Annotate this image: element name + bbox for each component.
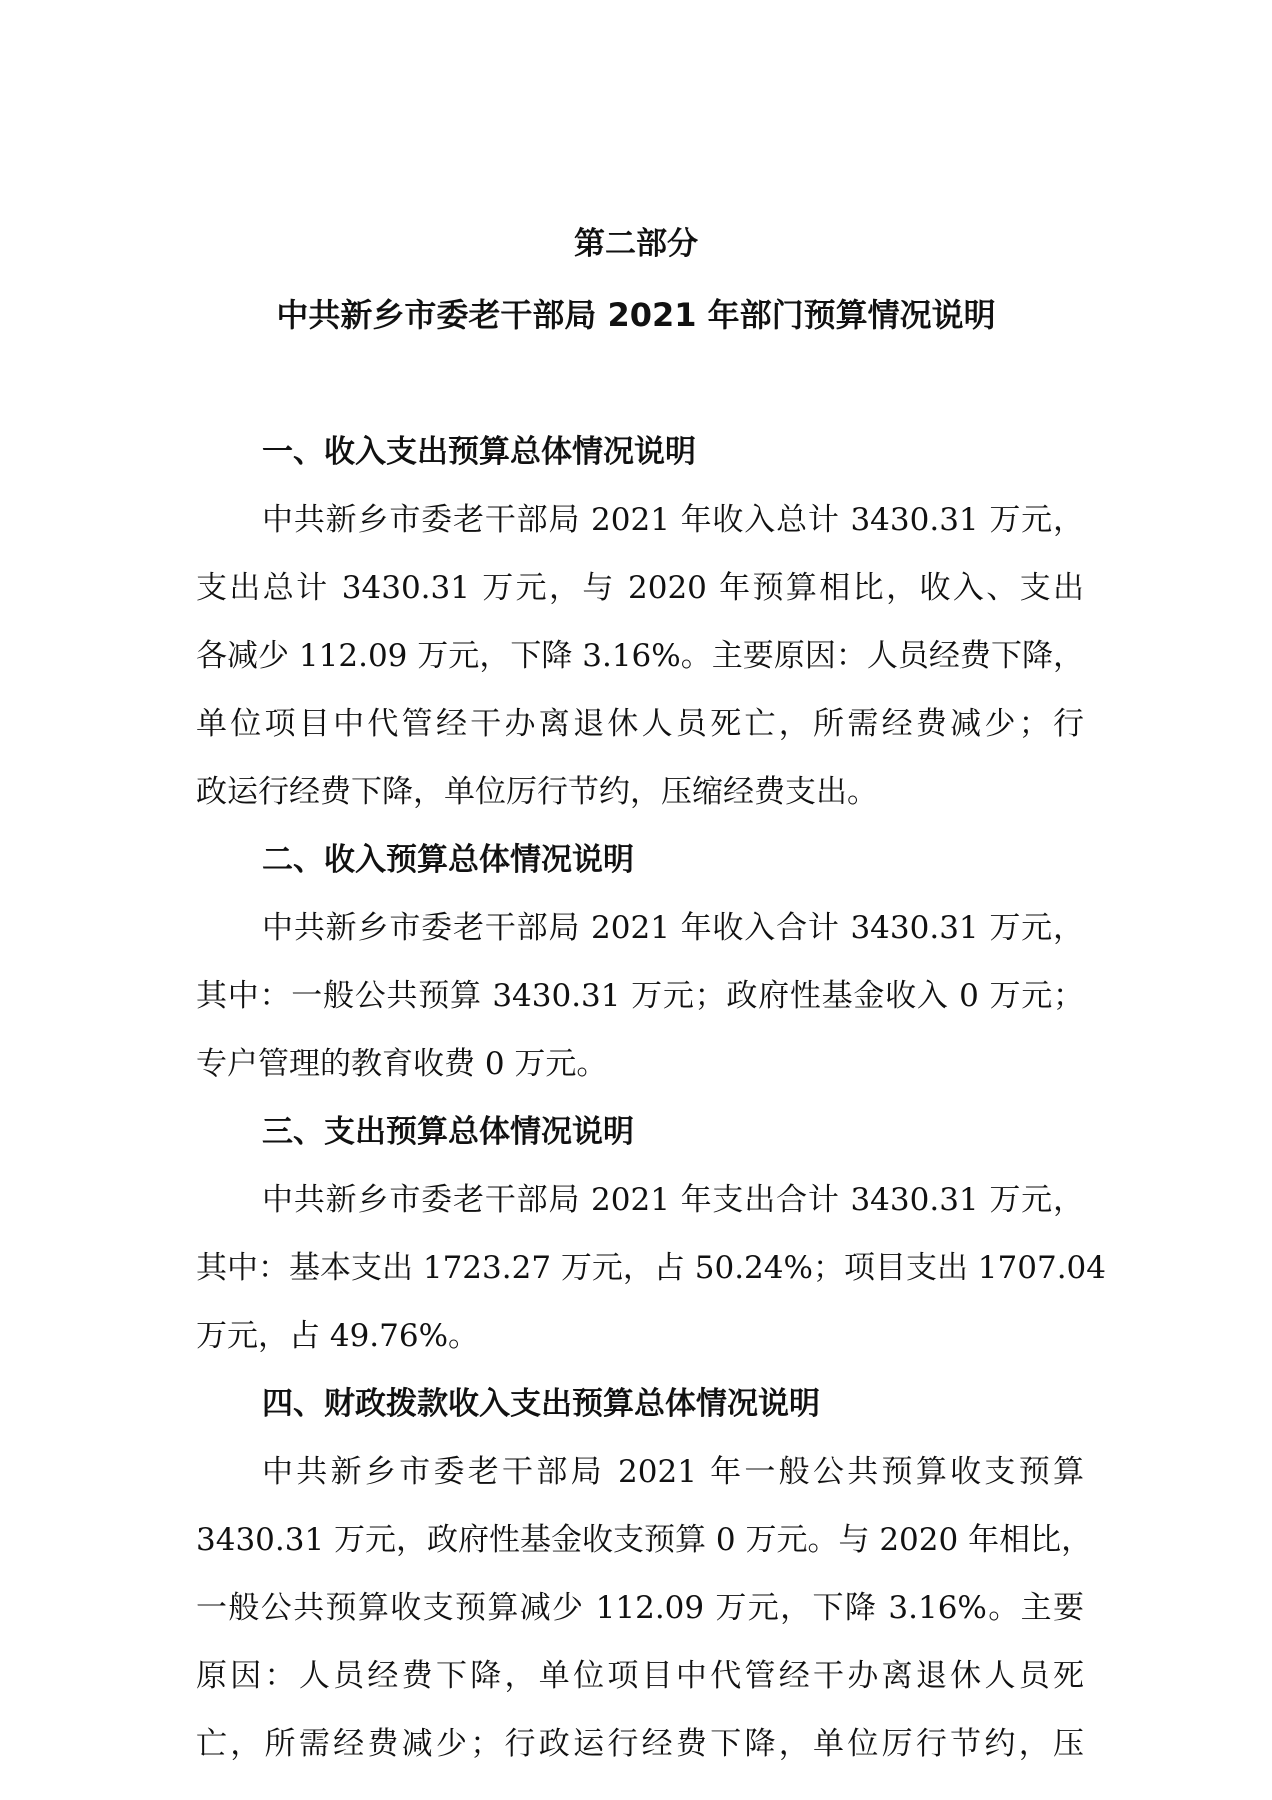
paragraph-line: 中共新乡市委老干部局 2021 年收入总计 3430.31 万元， xyxy=(262,502,1084,538)
section-paragraph-income xyxy=(196,894,1084,1098)
paragraph-line: 万元，占 49.76%。 xyxy=(196,1318,480,1354)
paragraph-line: 专户管理的教育收费 0 万元。 xyxy=(196,1046,608,1082)
section-heading-income: 二、收入预算总体情况说明 xyxy=(262,842,634,878)
paragraph-line: 中共新乡市委老干部局 2021 年支出合计 3430.31 万元， xyxy=(262,1182,1084,1218)
paragraph-line: 政运行经费下降，单位厉行节约，压缩经费支出。 xyxy=(196,774,878,810)
paragraph-line: 一般公共预算收支预算减少 112.09 万元，下降 3.16%。主要 xyxy=(196,1590,1084,1626)
paragraph-line: 亡，所需经费减少；行政运行经费下降，单位厉行节约，压 xyxy=(196,1726,1084,1762)
part-title: 第二部分 xyxy=(574,226,698,262)
paragraph-line: 3430.31 万元，政府性基金收支预算 0 万元。与 2020 年相比， xyxy=(196,1522,1093,1558)
section-heading-fiscal-allocation: 四、财政拨款收入支出预算总体情况说明 xyxy=(262,1386,820,1422)
paragraph-line: 中共新乡市委老干部局 2021 年一般公共预算收支预算 xyxy=(262,1454,1084,1490)
paragraph-line: 原因：人员经费下降，单位项目中代管经干办离退休人员死 xyxy=(196,1658,1084,1694)
paragraph-line: 中共新乡市委老干部局 2021 年收入合计 3430.31 万元， xyxy=(262,910,1084,946)
paragraph-line: 其中：一般公共预算 3430.31 万元；政府性基金收入 0 万元； xyxy=(196,978,1084,1014)
section-heading-income-expenditure: 一、收入支出预算总体情况说明 xyxy=(262,434,696,470)
paragraph-line: 单位项目中代管经干办离退休人员死亡，所需经费减少；行 xyxy=(196,706,1084,742)
paragraph-line: 其中：基本支出 1723.27 万元，占 50.24%；项目支出 1707.04 xyxy=(196,1250,1107,1286)
section-paragraph-income-expenditure xyxy=(196,486,1084,826)
document-title: 中共新乡市委老干部局 2021 年部门预算情况说明 xyxy=(276,296,996,334)
section-paragraph-fiscal-allocation xyxy=(196,1438,1093,1778)
paragraph-line: 支出总计 3430.31 万元，与 2020 年预算相比，收入、支出 xyxy=(196,570,1084,606)
paragraph-line: 各减少 112.09 万元，下降 3.16%。主要原因：人员经费下降， xyxy=(196,638,1084,674)
section-paragraph-expenditure xyxy=(196,1166,1107,1370)
section-heading-expenditure: 三、支出预算总体情况说明 xyxy=(262,1114,634,1150)
document-body xyxy=(196,418,1107,1778)
